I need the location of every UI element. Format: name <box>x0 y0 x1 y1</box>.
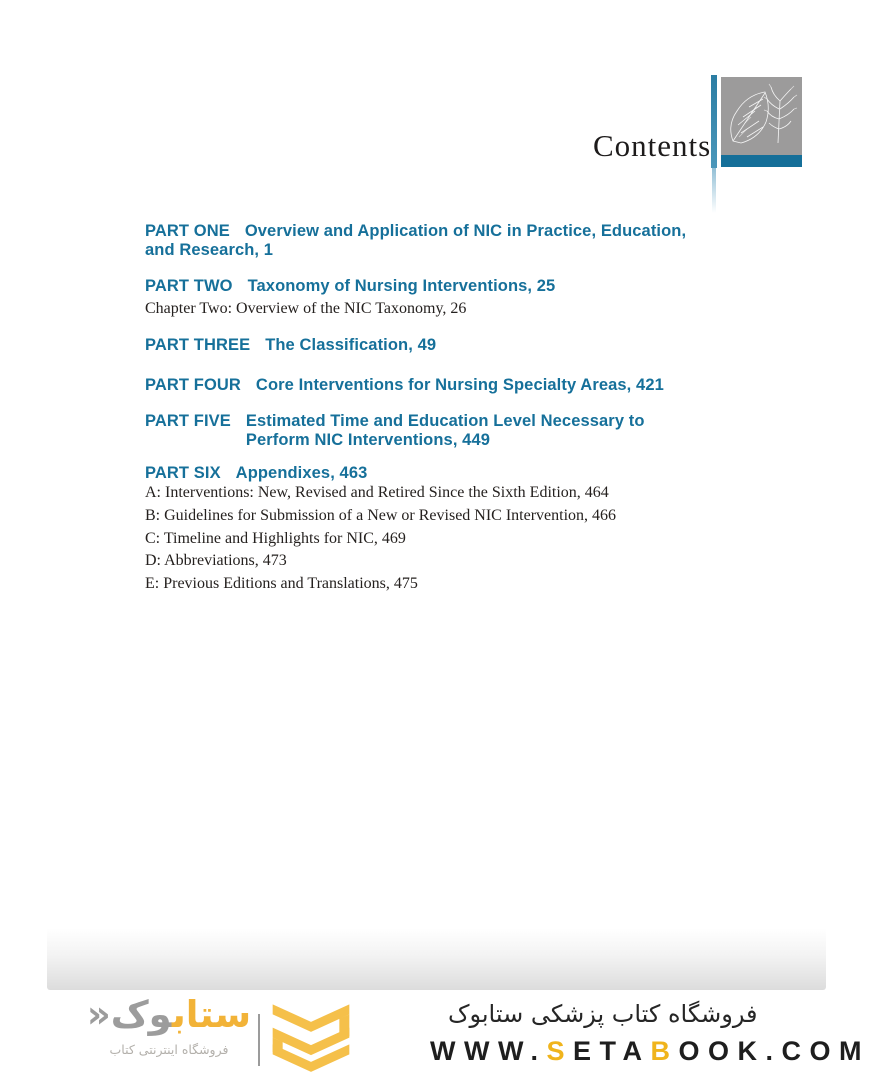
appendix-list <box>145 482 745 596</box>
part-label: PART FIVE <box>145 412 231 430</box>
toc-chapter-line: Chapter Two: Overview of the NIC Taxonomy, 26 <box>145 300 467 317</box>
part-label: PART TWO <box>145 277 233 295</box>
part-label: PART THREE <box>145 336 251 354</box>
logo-divider <box>258 1014 260 1066</box>
header-art-image <box>721 77 802 167</box>
wordmark-gray-part: وک <box>110 993 172 1036</box>
toc-part-one <box>145 222 735 260</box>
part-title-wrap: and Research, 1 <box>145 241 274 259</box>
wordmark-guillemet: « <box>86 993 111 1036</box>
toc-part-two <box>145 277 735 296</box>
part-title: Overview and Application of NIC in Practice, Education, <box>244 222 687 240</box>
part-label: PART SIX <box>145 464 221 482</box>
page-bottom-shadow <box>47 928 826 990</box>
header-accent-bar <box>711 75 717 168</box>
toc-part-three <box>145 336 735 355</box>
url-rest: OOK.COM <box>678 1036 870 1066</box>
url-www: WWW. <box>430 1036 547 1066</box>
leaf-skeleton-icon <box>721 77 802 155</box>
url-letter-s: S <box>546 1036 573 1066</box>
part-title: Taxonomy of Nursing Interventions, 25 <box>247 277 556 295</box>
header-accent-bar-fade <box>712 168 716 213</box>
wordmark-yellow-part: ستاب <box>171 993 252 1036</box>
page-title: Contents <box>593 128 712 163</box>
footer-website-url <box>310 1036 870 1067</box>
part-label: PART FOUR <box>145 376 241 394</box>
part-title: Appendixes, 463 <box>235 464 368 482</box>
toc-part-six <box>145 464 735 483</box>
appendix-item-b: B: Guidelines for Submission of a New or Revised NIC Intervention, 466 <box>145 506 617 524</box>
part-title: Core Interventions for Nursing Specialty Areas, 421 <box>255 376 664 394</box>
toc-part-four <box>145 376 735 395</box>
appendix-item-a: A: Interventions: New, Revised and Retired Since the Sixth Edition, 464 <box>145 484 609 501</box>
appendix-item-d: D: Abbreviations, 473 <box>145 552 287 570</box>
url-letter-b: B <box>650 1036 679 1066</box>
part-title: The Classification, 49 <box>265 336 437 354</box>
appendix-item-e: E: Previous Editions and Translations, 475 <box>145 575 418 593</box>
setabook-wordmark <box>86 992 252 1038</box>
header-art-teal-strip <box>721 155 802 167</box>
part-title-line1: Estimated Time and Education Level Necessary to <box>245 412 645 430</box>
toc-part-five <box>145 412 735 450</box>
url-eta: ETA <box>573 1036 651 1066</box>
footer-banner <box>0 990 876 1080</box>
appendix-item-c: C: Timeline and Highlights for NIC, 469 <box>145 529 406 547</box>
part-title-line2: Perform NIC Interventions, 449 <box>245 431 491 449</box>
footer-store-title: فروشگاه کتاب پزشکی ستابوک <box>448 1000 758 1028</box>
part-label: PART ONE <box>145 222 230 240</box>
part-title <box>246 412 645 450</box>
logo-caption: فروشگاه اینترنتی کتاب <box>109 1042 229 1057</box>
